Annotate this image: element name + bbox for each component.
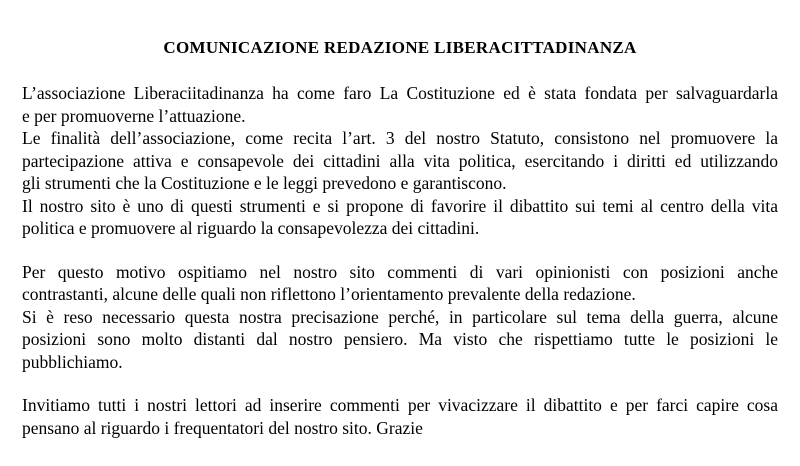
paragraph — [22, 306, 778, 374]
text-line: Per questo motivo ospitiamo nel nostro sito commenti di vari opinionisti con posizioni anche — [22, 261, 778, 282]
text-line: Le finalità dell’associazione, come recita l’art. 3 del nostro Statuto, consistono nel promuovere la — [22, 128, 778, 148]
text-line: pensano al riguardo i frequentatori del nostro sito. Grazie — [22, 417, 423, 438]
text-line: Invitiamo tutti i nostri lettori ad inserire commenti per vivacizzare il dibattito e per farci capire cosa — [22, 395, 778, 415]
text-line: partecipazione attiva e consapevole dei cittadini alla vita politica, esercitando i diritti ed utilizzando — [22, 150, 778, 171]
text-line: posizioni sono molto distanti dal nostro pensiero. Ma visto che rispettiamo tutte le posizioni le — [22, 329, 778, 349]
text-line: politica e promuovere al riguardo la consapevolezza dei cittadini. — [22, 218, 480, 238]
paragraph — [22, 394, 778, 439]
paragraph — [22, 82, 778, 127]
paragraph — [22, 261, 778, 306]
text-line: contrastanti, alcune delle quali non riflettono l’orientamento prevalente della redazione. — [22, 284, 636, 304]
text-line: Si è reso necessario questa nostra precisazione perché, in particolare sul tema della guerra, alcune — [22, 306, 778, 327]
text-line: e per promuoverne l’attuazione. — [22, 105, 246, 126]
text-line: L’associazione Liberaciitadinanza ha come faro La Costituzione ed è stata fondata per salvaguardarla — [22, 83, 778, 103]
text-line: gli strumenti che la Costituzione e le leggi prevedono e garantiscono. — [22, 173, 507, 193]
text-line: Il nostro sito è uno di questi strumenti e si propone di favorire il dibattito sui temi al centro della vita — [22, 195, 778, 216]
document-body — [22, 82, 778, 439]
paragraph — [22, 195, 778, 240]
text-line: pubblichiamo. — [22, 351, 123, 372]
text-block — [22, 82, 778, 240]
page-title: COMUNICAZIONE REDAZIONE LIBERACITTADINANZA — [163, 38, 637, 57]
text-block — [22, 261, 778, 374]
paragraph — [22, 127, 778, 195]
text-block — [22, 394, 778, 439]
